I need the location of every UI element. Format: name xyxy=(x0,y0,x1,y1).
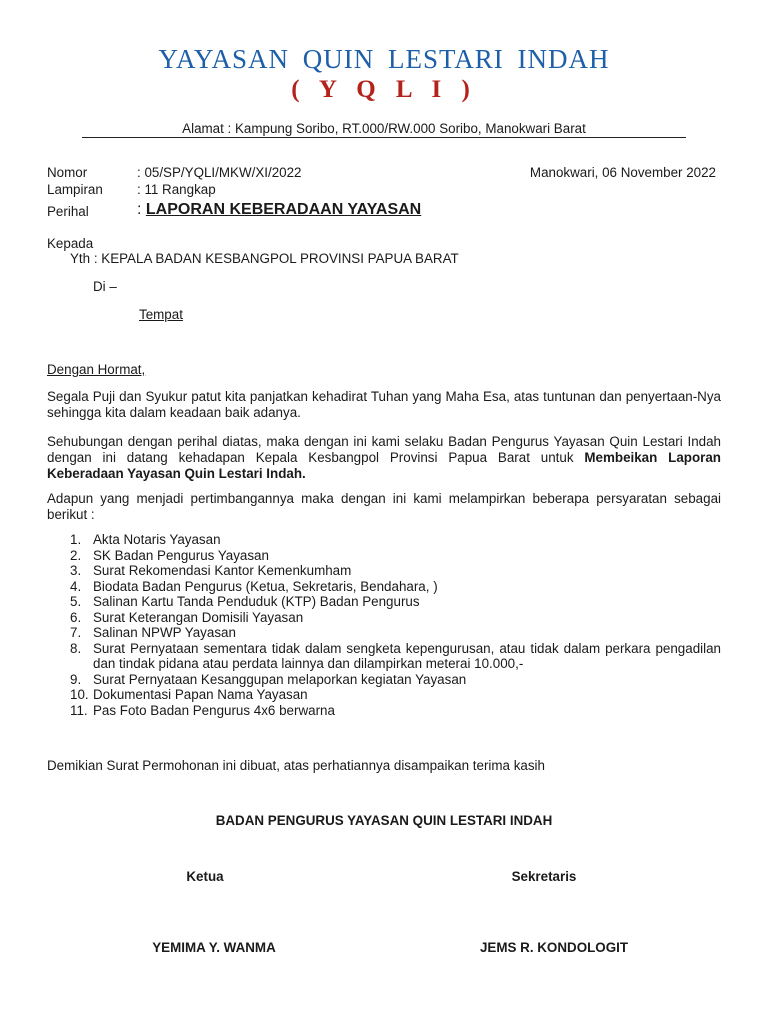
list-item-number: 6. xyxy=(70,609,82,625)
recipient-line: Yth : KEPALA BADAN KESBANGPOL PROVINSI PAPUA BARAT xyxy=(70,251,459,266)
list-item xyxy=(47,548,721,564)
sekretaris-name: JEMS R. KONDOLOGIT xyxy=(479,940,629,955)
kepada-label: Kepada xyxy=(47,236,94,251)
list-item-text: Surat Pernyataan Kesanggupan melaporkan kegiatan Yayasan xyxy=(93,671,467,687)
di-line: Di – xyxy=(93,279,117,294)
list-item xyxy=(47,563,721,579)
list-item-number: 4. xyxy=(70,578,82,594)
ketua-title: Ketua xyxy=(186,869,224,884)
list-item xyxy=(47,594,721,610)
list-item xyxy=(47,610,721,626)
perihal-value: LAPORAN KEBERADAAN YAYASAN xyxy=(145,201,422,218)
list-item-text: Salinan NPWP Yayasan xyxy=(93,625,236,640)
greeting: Dengan Hormat, xyxy=(47,362,146,377)
organization-name: YAYASAN QUIN LESTARI INDAH xyxy=(158,44,610,74)
list-item-text: Salinan Kartu Tanda Penduduk (KTP) Badan Pengurus xyxy=(93,594,420,609)
organization-address: Alamat : Kampung Soribo, RT.000/RW.000 Soribo, Manokwari Barat xyxy=(182,121,586,136)
perihal-subject xyxy=(137,201,421,219)
list-item-number: 7. xyxy=(70,625,82,640)
list-item xyxy=(47,625,721,641)
list-item-number: 2. xyxy=(70,547,82,563)
list-item-number: 9. xyxy=(70,671,82,687)
organization-abbreviation: ( Y Q L I ) xyxy=(291,76,477,103)
board-title: BADAN PENGURUS YAYASAN QUIN LESTARI INDAH xyxy=(215,813,553,828)
list-item xyxy=(47,672,721,688)
nomor-label: Nomor xyxy=(47,165,88,180)
paragraph-1: Segala Puji dan Syukur patut kita panjatkan kehadirat Tuhan yang Maha Esa, atas tuntunan dan penyertaan-Nya sehingga kita dalam keadaan baik adanya. xyxy=(47,389,721,420)
list-item-text: Pas Foto Badan Pengurus 4x6 berwarna xyxy=(93,702,335,718)
list-item xyxy=(47,641,721,672)
list-item-text: Surat Keterangan Domisili Yayasan xyxy=(93,609,304,625)
list-item-text: Surat Rekomendasi Kantor Kemenkumham xyxy=(93,563,352,578)
paragraph-2-bold: Membeikan Laporan Keberadaan Yayasan Quin Lestari Indah. xyxy=(47,450,721,481)
list-item-number: 10. xyxy=(70,687,89,702)
list-item-number: 11. xyxy=(70,702,88,718)
header-divider xyxy=(82,137,686,138)
closing-paragraph: Demikian Surat Permohonan ini dibuat, atas perhatiannya disampaikan terima kasih xyxy=(47,758,545,773)
perihal-label: Perihal xyxy=(47,204,89,219)
tempat-line: Tempat xyxy=(139,307,183,322)
lampiran-label: Lampiran xyxy=(47,182,103,197)
sekretaris-title: Sekretaris xyxy=(511,869,577,884)
letter-date: Manokwari, 06 November 2022 xyxy=(529,165,716,180)
lampiran-value: : 11 Rangkap xyxy=(137,182,216,197)
list-item-number: 8. xyxy=(70,640,82,656)
list-item xyxy=(47,579,721,595)
list-item-number: 3. xyxy=(70,563,82,578)
requirements-list xyxy=(47,532,721,718)
list-item-text: SK Badan Pengurus Yayasan xyxy=(93,547,269,563)
list-item-number: 1. xyxy=(70,532,82,547)
list-item xyxy=(47,532,721,548)
nomor-value: : 05/SP/YQLI/MKW/XI/2022 xyxy=(137,165,302,180)
list-item-number: 5. xyxy=(70,594,82,609)
list-item-text: Biodata Badan Pengurus (Ketua, Sekretaris, Bendahara, ) xyxy=(93,578,438,594)
list-item-text: Akta Notaris Yayasan xyxy=(93,532,221,547)
ketua-name: YEMIMA Y. WANMA xyxy=(152,940,276,955)
paragraph-2 xyxy=(47,434,721,482)
paragraph-3: Adapun yang menjadi pertimbangannya maka dengan ini kami melampirkan beberapa persyaratan sebagai berikut : xyxy=(47,491,721,522)
paragraph-2-text: Sehubungan dengan perihal diatas, maka dengan ini kami selaku Badan Pengurus Yayasan Quin Lestari Indah dengan ini datang kehadapan Kepala Kesbangpol Provinsi Papua Barat untuk xyxy=(47,434,721,465)
list-item xyxy=(47,703,721,719)
list-item xyxy=(47,687,721,703)
list-item-text: Surat Pernyataan sementara tidak dalam sengketa kepengurusan, atau tidak dalam perkara pengadilan dan tindak pidana atau perdata lainnya dan dilampirkan meterai 10.000,- xyxy=(93,640,721,671)
perihal-colon: : xyxy=(137,201,142,218)
list-item-text: Dokumentasi Papan Nama Yayasan xyxy=(93,687,308,702)
